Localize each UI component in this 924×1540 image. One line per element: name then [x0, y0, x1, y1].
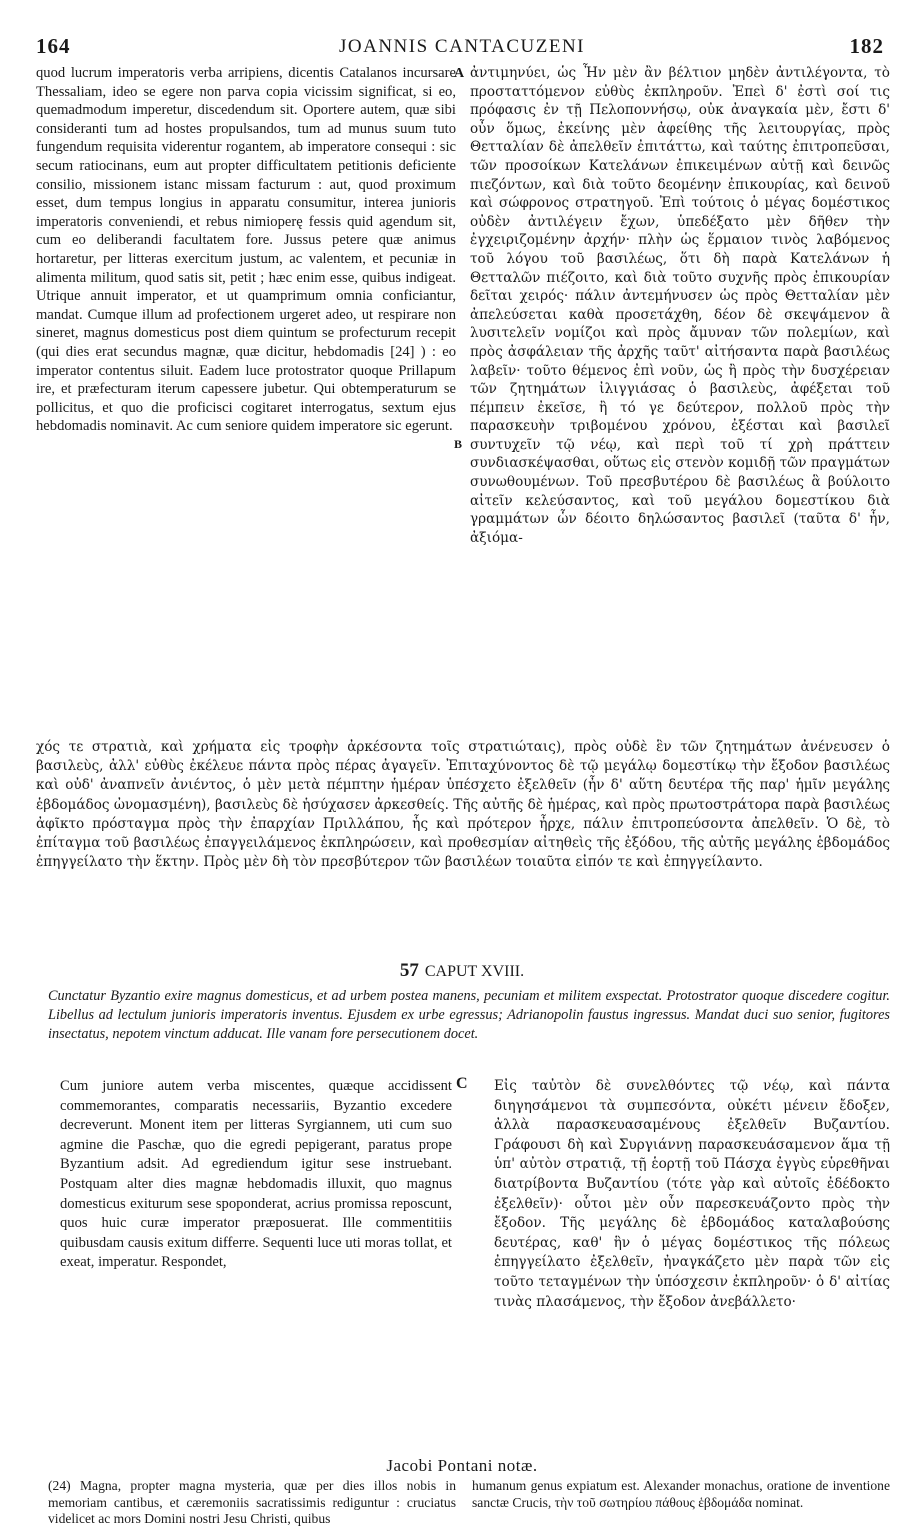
- footnote-left: (24) Magna, propter magna mysteria, quæ per dies illos nobis in memoriam cantibus, et cæremoniis sacratissimis rediguntur : cruciatus videlicet ac mors Domini nostri Jesu Christi, quibus: [48, 1478, 456, 1527]
- chapter-heading: [0, 960, 924, 982]
- chapter-number: 57: [399, 960, 419, 981]
- margin-mark-b: B: [454, 437, 463, 451]
- notes-heading: Jacobi Pontani notæ.: [386, 1456, 538, 1475]
- margin-mark-a: A: [454, 66, 465, 81]
- page-number-right: 182: [849, 34, 884, 58]
- greek-column-bottom: Εἰς ταὐτὸν δὲ συνελθόντες τῷ νέῳ, καὶ πάντα διηγησάμενοι τὰ συμπεσόντα, οὐκέτι μένειν ἔδοξεν, ἀλλὰ παρασκευασαμένους ἐξελθεῖν Βυζαντίου. Γράφουσι δὴ καὶ Συργιάννῃ παρασκευάσαμενον ἅμα τῇ ὑπ' αὐτὸν στρατιᾷ, τῇ ἑορτῇ τοῦ Πάσχα ἐγγὺς εὑρεθῆναι διατρίβοντα Βυζαντίου (τότε γὰρ καὶ αὐτοῖς ἐδέδοκτο ἐξελθεῖν)· οὗτοι μὲν οὖν παρεσκευάζοντο πρὸς τὴν ἔξοδον. Τῆς μεγάλης δὲ ἑβδομάδος καταλαβούσης δευτέρας, καθ' ἣν ὁ μέγας δομέστικος τῆς πόλεως ἐπηγγείλατο ἐξελθεῖν, ἠναγκάζετο μὲν παρὰ τῶν εἰς τοῦτο τεταγμένων τὴν ὑπόσχεσιν ἐκπληροῦν· ὁ δ' αἰτίας τινὰς πλασάμενος, τὴν ἔξοδον ἀνεβάλλετο·: [494, 1078, 890, 1310]
- page-number-left: 164: [36, 34, 71, 58]
- margin-mark-c: C: [456, 1075, 468, 1092]
- greek-full-width-text: χός τε στρατιὰ, καὶ χρήματα εἰς τροφὴν ἀρκέσοντα τοῖς στρατιώταις), πρὸς οὐδὲ ἓν τῶν ζητημάτων ἀνένευσεν ὁ βασιλεὺς, ἀλλ' εὐθὺς ἐκέλευε πάντα πρὸς πέρας ἀγαγεῖν. Ἐπιταχύνοντος δὲ τῷ μεγάλῳ δομεστίκῳ τὴν ἔξοδον βασιλέως καὶ οὐδ' ἀναπνεῖν ἀνιέντος, ὁ μὲν μετὰ πέμπτην ἡμέραν ὑπέσχετο ἐξελθεῖν (ἦν δ' αὕτη δευτέρα τῆς παρ' ἡμῖν μεγάλης ἑβδομάδος ὠνομασμένη), βασιλεὺς δὲ ἡσύχασεν ἀρκεσθείς. Τῆς αὐτῆς δὲ ἡμέρας, καὶ πρὸς πρωτοστράτορα παρὰ βασιλέως ἀφῖκτο πρόσταγμα πρὸς τὴν ἐπαρχίαν Πριλλάπου, ἧς καὶ πρότερον ἦρχε, πάλιν ἐπιτροπεύσοντα ἀπελθεῖν. Ὁ δὲ, τὸ ἐπίταγμα τοῦ βασιλέως ἐπαγγειλάμενος ἐκπληρώσειν, καὶ προθεσμίαν αἰτηθεὶς τῆς ἐξόδου, τῆς αὐτῆς μεγάλης ἑβδομάδος ἐπηγγείλατο τὴν ἕκτην. Πρὸς μὲν δὴ τὸν πρεσβύτερον τῶν βασιλέων τοιαῦτα εἰπόν τε καὶ ἐπηγγείλαντο.: [36, 739, 890, 871]
- latin-column-bottom: Cum juniore autem verba miscentes, quæque accidissent commemorantes, comparatis necessariis, Byzantio excedere decreverunt. Monent item per litteras Syrgiannem, uti cum suo agmine die Paschæ, quo die egredi pepigerant, paratus prope Byzantium adsit. Ad egrediendum igitur sese instruebant. Postquam alter dies magnæ hebdomadis illuxit, quo magnus domesticus exiturum sese spoponderat, acrius promissa reposcunt, quos huic curæ imperator præposuerat. Ille commentitiis quibusdam causis exitum differre. Sequenti luce uti moras tollat, et exeat, imperatur. Respondet,: [60, 1078, 452, 1271]
- greek-column-top: ἀντιμηνύει, ὡς Ἦν μὲν ἂν βέλτιον μηδὲν ἀντιλέγοντα, τὸ προσταττόμενον εὐθὺς ἐκπληροῦν. Ἐπεὶ δ' ἐστὶ σοί τις πρόφασις ἐν τῇ Πελοποννήσῳ, οὐκ ἀναγκαία μὲν, ἔστι δ' οὖν ὅμως, ἐκείνης μὲν ἀφείθης τῆς λειτουργίας, πρὸς Θετταλίαν δὲ ἀπελθεῖν ἐπιτάττω, καὶ ταύτης ἐπιτροπεῦσαι, τῶν προσοίκων Κατελάνων ἐπικειμένων αὐτῇ καὶ δεινῶς πιεζόντων, καὶ διὰ τοῦτο δεομένην ἐπικουρίας, καὶ δεινοῦ καὶ σώφρονος στρατηγοῦ. Ἐπὶ τούτοις ὁ μέγας δομέστικος οὐδὲν ἀντιλέγειν ἔχων, ὑπεδέξατο μὲν δῆθεν τὴν ἐγχειριζομένην ἀρχήν· πλὴν ὡς ἕρμαιον τινὸς λαβόμενος τοῦ λόγου τοῦ βασιλέως, ὅτι δὴ παρὰ Κατελάνων ἡ Θετταλῶν πιέζοιτο, καὶ διὰ τοῦτο συχνῆς πρὸς ἐπικουρίαν δεῖται χειρός· πάλιν ἀντεμήνυσεν ὡς πρὸς Θετταλίαν μὲν ἀπελεύσεται καθὰ προσετάχθη, δέον δὲ σκεψάμενον ἃ λυσιτελεῖν νομίζοι καὶ πρὸς ἄμυναν τῶν πολεμίων, καὶ πρὸς ἀσφάλειαν τῆς ἀρχῆς ταῦτ' αἰτήσαντα παρὰ βασιλέως λαβεῖν· τοῦτο θέμενος ἐπὶ νοῦν, ὡς ἢ πρὸς τὴν δυσχέρειαν τῶν ζητημάτων ἰλιγγιάσας ὁ βασιλεὺς, ἀφέξεται τοῦ πέμπειν ἐκεῖσε, ἢ τό γε δεύτερον, πολλοῦ πρὸς τὴν παρασκευὴν τριβομένου χρόνου, ἐξέσται καὶ βασιλεῖ συντυχεῖν τῷ νέῳ, καὶ περὶ τοῦ τί χρὴ πράττειν συνδιασκέψασθαι, οὕτως εἰς στενὸν κομιδῇ τῶν πραγμάτων συνωθουμένων. Τοῦ πρεσβυτέρου δὲ βασιλέως ἃ βούλοιτο αἰτεῖν κελεύσαντος, καὶ τοῦ μεγάλου δομεστίκου διὰ γραμμάτων ὧν δέοιτο δηλώσαντος βασιλεῖ (ταῦτα δ' ἦν, ἀξιόμα-: [470, 65, 890, 546]
- latin-column-top: quod lucrum imperatoris verba arripiens, dicentis Catalanos incursare Thessaliam, ideo se egere non parva copia vicissim significat, si eo, quemadmodum imperetur, discedendum sit. Oportere autem, quæ sibi consideranti tum ad hostes propulsandos, tum ad munus suum tuto fungendum requisita viderentur rogantem, ab imperatore consequi : sic secum ratiocinans, eum aut propter difficultatem petitionis deficiente consilio, missionem istanc missam facturum : aut, quod proximum esset, dum tempus longius in apparatu consumitur, interea junioris imperatoris conveniendi, et rebus nimioperę fessis quid agendum sit, cum eo deliberandi facultatem fore. Jussus petere quæ animus hortaretur, per litteras exercitum justum, ac valentem, et pecuniæ in alimenta militum, quod satis sit, petit ; hæc enim esse, quibus indigeat. Utrique annuit imperator, et ut quamprimum omnia conficiantur, mandat. Cumque illum ad profectionem urgeret adeo, ut respirare non sineret, magnus domesticus post diem quintum se profecturum recepit (qui dies erat secundus magnæ, quæ dicitur, hebdomadis [24] ) : eo imperator contentus siluit. Eadem luce protostrator quoque Prillapum ire, et præfecturam iterum capessere jubetur. Qui obtemperaturum se pollicitus, et quo die proficisci cogitaret interrogatus, sextum ejus hebdomadis nominavit. Ac cum seniore quidem imperatore sic egerunt.: [36, 65, 456, 435]
- chapter-title: CAPUT XVIII.: [424, 963, 525, 980]
- running-title: JOANNIS CANTACUZENI: [339, 36, 585, 57]
- footnote-right: humanum genus expiatum est. Alexander monachus, oratione de inventione sanctæ Crucis, τὴν τοῦ σωτηρίου πάθους ἑβδομάδα nominat.: [472, 1478, 890, 1510]
- chapter-summary: Cunctatur Byzantio exire magnus domesticus, et ad urbem postea manens, pecuniam et militem exspectat. Protostrator quoque discedere cogitur. Libellus ad lectulum junioris imperatoris inventus. Ejusdem ex urbe egressus; Adrianopolin faustus ingressus. Mandat duci suo senior, fugitores insectatus, nepotem vinctum adducat. Ille vanam fore persecutionem docet.: [48, 988, 890, 1042]
